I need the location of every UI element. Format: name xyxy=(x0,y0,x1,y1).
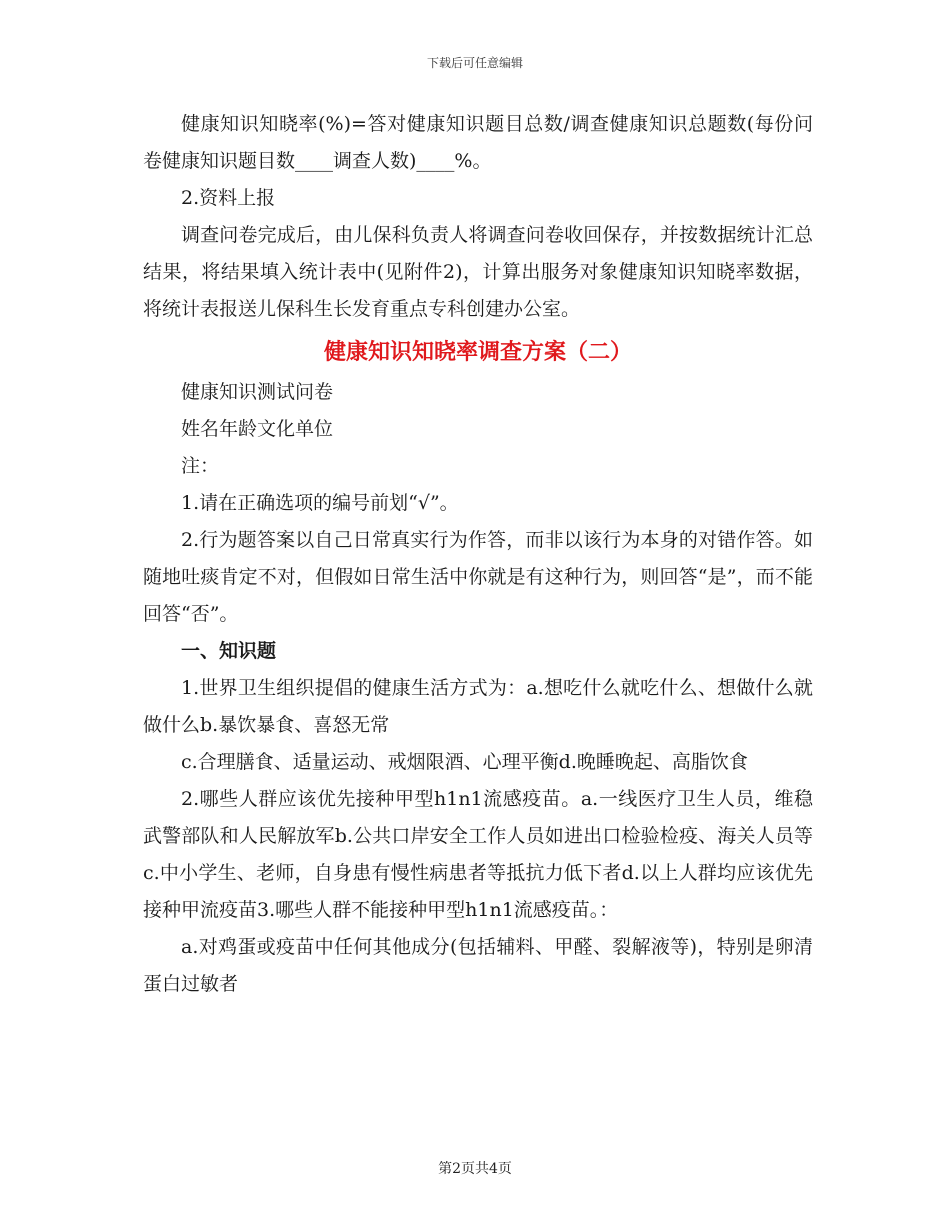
paragraph-note: 注： xyxy=(181,455,220,477)
paragraph-note-2: 2.行为题答案以自己日常真实行为作答，而非以该行为本身的对错作答。如随地吐痰肯定不对，但假如日常生活中你就是有这种行为，则回答“是”，而不能回答“否”。 xyxy=(143,529,813,625)
question-3-option-a: a.对鸡蛋或疫苗中任何其他成分(包括辅料、甲醛、裂解液等)，特别是卵清蛋白过敏者 xyxy=(143,936,813,995)
document-body xyxy=(143,106,813,1003)
question-1-options: c.合理膳食、适量运动、戒烟限酒、心理平衡d.晚睡晚起、高脂饮食 xyxy=(181,751,748,773)
paragraph-formula: 健康知识知晓率(%)=答对健康知识题目总数/调查健康知识总题数(每份问卷健康知识题目数____调查人数)____%。 xyxy=(143,113,813,172)
paragraph-fields: 姓名年龄文化单位 xyxy=(181,418,334,440)
question-2: 2.哪些人群应该优先接种甲型h1n1流感疫苗。a.一线医疗卫生人员，维稳武警部队和人民解放军b.公共口岸安全工作人员如进出口检验检疫、海关人员等c.中小学生、老师，自身患有慢性病患者等抵抗力低下者d.以上人群均应该优先接种甲流疫苗3.哪些人群不能接种甲型h1n1流感疫苗。： xyxy=(143,788,813,921)
paragraph-questionnaire: 健康知识测试问卷 xyxy=(181,381,334,403)
paragraph-note-1: 1.请在正确选项的编号前划“√”。 xyxy=(181,492,459,514)
paragraph-report: 调查问卷完成后，由儿保科负责人将调查问卷收回保存，并按数据统计汇总结果，将结果填入统计表中(见附件2)，计算出服务对象健康知识知晓率数据，将统计表报送儿保科生长发育重点专科创建办公室。 xyxy=(143,224,813,320)
question-1: 1.世界卫生组织提倡的健康生活方式为：a.想吃什么就吃什么、想做什么就做什么b.暴饮暴食、喜怒无常 xyxy=(143,677,813,736)
document-title: 健康知识知晓率调查方案（二） xyxy=(323,339,632,365)
paragraph-section-heading: 2.资料上报 xyxy=(181,187,276,209)
page-footer: 第2页共4页 xyxy=(438,1161,512,1177)
section-heading-knowledge: 一、知识题 xyxy=(181,640,277,662)
page-header: 下载后可任意编辑 xyxy=(426,56,523,70)
